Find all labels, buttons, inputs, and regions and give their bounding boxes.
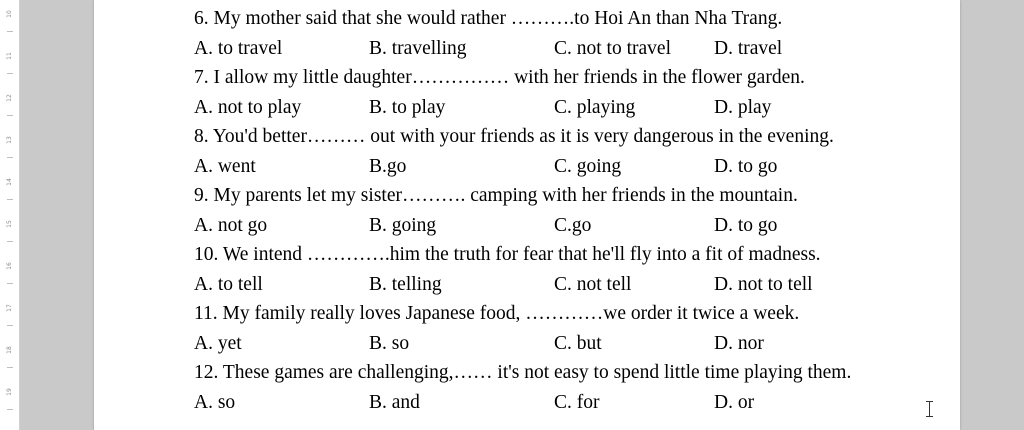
option-c[interactable]: C. not tell (554, 273, 632, 295)
question-line: 6. My mother said that she would rather ……….to Hoi An than Nha Trang. (194, 8, 783, 29)
ruler-tick: 17 (6, 304, 13, 312)
ruler-minor-tick (7, 325, 13, 326)
option-d[interactable]: D. travel (714, 37, 783, 59)
option-b[interactable]: B. to play (369, 96, 446, 118)
ruler-tick: 16 (6, 262, 13, 270)
ruler-tick: 19 (6, 388, 13, 396)
question-line: 8. You'd better……… out with your friends as it is very dangerous in the evening. (194, 126, 834, 147)
question-line: 10. We intend ………….him the truth for fear that he'll fly into a fit of madness. (194, 244, 821, 265)
answer-options-row (194, 152, 924, 182)
option-c[interactable]: C. but (554, 332, 602, 354)
answer-options-row (194, 329, 924, 359)
option-d[interactable]: D. nor (714, 332, 764, 354)
ruler-tick: 13 (6, 136, 13, 144)
question-line: 12. These games are challenging,…… it's not easy to spend little time playing them. (194, 362, 852, 383)
answer-options-row (194, 211, 924, 241)
ruler-minor-tick (7, 157, 13, 158)
answer-options-row (194, 93, 924, 123)
option-c[interactable]: C. playing (554, 96, 636, 118)
ruler-tick: 12 (6, 94, 13, 102)
option-b[interactable]: B. going (369, 214, 437, 236)
ruler-tick: 11 (6, 52, 13, 60)
answer-options-row (194, 34, 924, 64)
option-a[interactable]: A. to travel (194, 37, 283, 59)
option-d[interactable]: D. to go (714, 214, 778, 236)
ruler-minor-tick (7, 199, 13, 200)
page-gutter-left (20, 0, 94, 430)
ruler-minor-tick (7, 241, 13, 242)
page-content (94, 0, 960, 417)
option-c[interactable]: C. not to travel (554, 37, 671, 59)
ruler-minor-tick (7, 409, 13, 410)
option-b[interactable]: B. travelling (369, 37, 467, 59)
option-a[interactable]: A. yet (194, 332, 242, 354)
option-a[interactable]: A. so (194, 391, 236, 413)
option-d[interactable]: D. or (714, 391, 755, 413)
answer-options-row (194, 388, 924, 418)
ruler-minor-tick (7, 367, 13, 368)
option-d[interactable]: D. to go (714, 155, 778, 177)
answer-options-row (194, 270, 924, 300)
ruler-tick: 18 (6, 346, 13, 354)
page-gutter-right (960, 0, 1024, 430)
option-c[interactable]: C.go (554, 214, 592, 236)
option-d[interactable]: D. not to tell (714, 273, 813, 295)
option-a[interactable]: A. to tell (194, 273, 263, 295)
option-b[interactable]: B. telling (369, 273, 442, 295)
ruler-minor-tick (7, 31, 13, 32)
option-c[interactable]: C. going (554, 155, 622, 177)
option-b[interactable]: B. and (369, 391, 420, 413)
option-d[interactable]: D. play (714, 96, 772, 118)
option-a[interactable]: A. not to play (194, 96, 302, 118)
ruler-minor-tick (7, 115, 13, 116)
option-c[interactable]: C. for (554, 391, 600, 413)
option-a[interactable]: A. not go (194, 214, 268, 236)
ruler-minor-tick (7, 283, 13, 284)
option-b[interactable]: B. so (369, 332, 410, 354)
vertical-ruler[interactable] (0, 0, 20, 430)
question-line: 11. My family really loves Japanese food, …………we order it twice a week. (194, 303, 800, 324)
option-b[interactable]: B.go (369, 155, 407, 177)
question-line: 9. My parents let my sister………. camping with her friends in the mountain. (194, 185, 798, 206)
ruler-tick: 10 (6, 10, 13, 18)
ruler-tick: 15 (6, 220, 13, 228)
document-page[interactable] (94, 0, 960, 430)
option-a[interactable]: A. went (194, 155, 256, 177)
ruler-tick: 14 (6, 178, 13, 186)
ruler-minor-tick (7, 73, 13, 74)
question-line: 7. I allow my little daughter…………… with her friends in the flower garden. (194, 67, 805, 88)
